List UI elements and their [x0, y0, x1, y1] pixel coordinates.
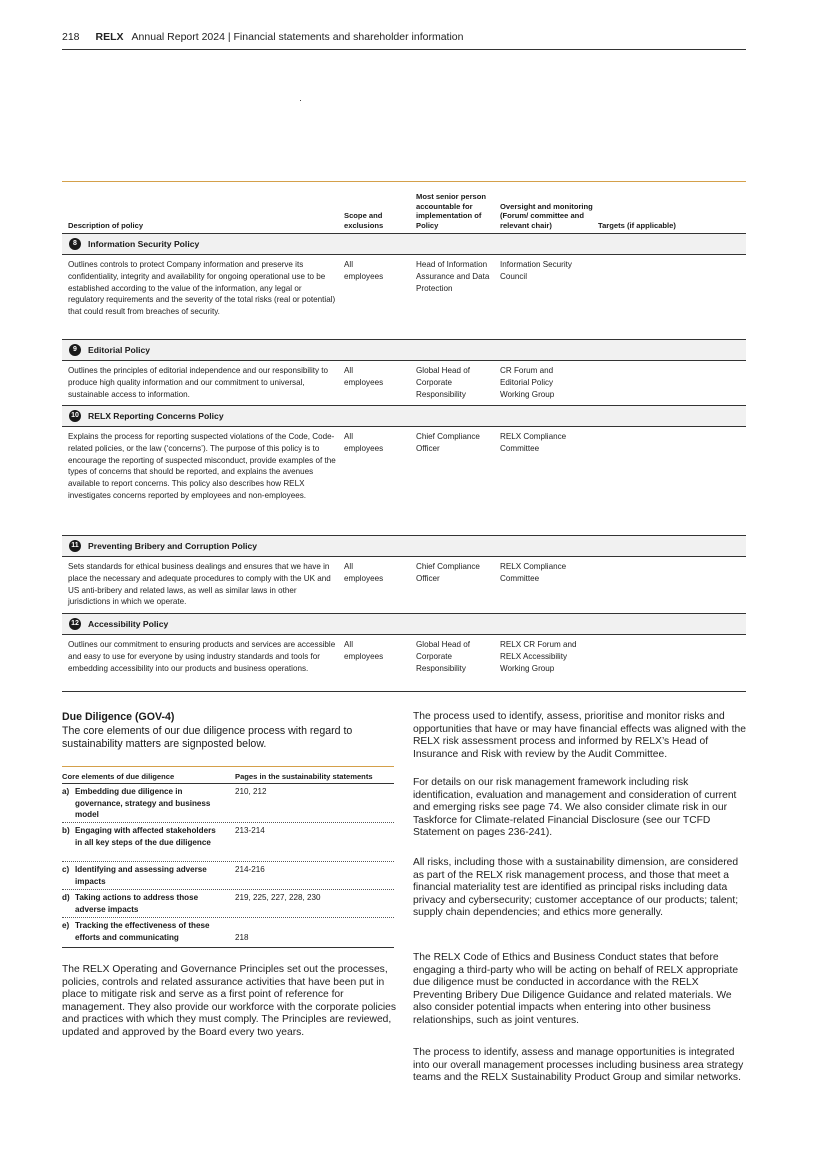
stray-mark [300, 100, 301, 101]
policy-scope: All employees [344, 260, 384, 281]
policy-section-header [62, 406, 746, 427]
policy-oversight: Information Security Council [500, 260, 572, 281]
policy-description: Outlines the principles of editorial independence and our responsibility to produce high quality information and our commitment to universal, sustainable access to information. [68, 366, 329, 399]
policy-accountable: Chief Compliance Officer [416, 432, 480, 453]
policy-description: Outlines controls to protect Company information and preserve its confidentiality, integrity and availability for ongoing operational use to be established according to the value of the information, any legal or regulatory requirements and the severity of the total risks (real or potential) that could result from breaches of security. [68, 260, 336, 317]
policy-row [62, 635, 746, 692]
code-of-ethics-paragraph: The RELX Code of Ethics and Business Conduct states that before engaging a third-party who will be acting on behalf of RELX appropriate due diligence must be conducted in accordance with the RELX Preventing Bribery Due Diligence Guidance and related materials. We also consider potential impacts when entering into other business relationships, such as joint ventures. [413, 952, 739, 1026]
section-number-badge: 11 [69, 540, 81, 552]
policy-accountable: Global Head of Corporate Responsibility [416, 366, 470, 399]
section-intro: The core elements of our due diligence process with regard to sustainability matters are signposted below. [62, 725, 353, 750]
policy-table-header [62, 182, 746, 234]
policy-accountable: Chief Compliance Officer [416, 562, 480, 583]
table-row [62, 890, 394, 918]
section-heading: Due Diligence (GOV-4) [62, 711, 175, 723]
policy-row [62, 361, 746, 406]
table-row [62, 823, 394, 862]
section-number-badge: 8 [69, 238, 81, 250]
section-number-badge: 10 [69, 410, 81, 422]
policy-scope: All employees [344, 366, 384, 387]
row-element: Embedding due diligence in governance, strategy and business model [75, 787, 211, 819]
row-element: Taking actions to address those adverse impacts [75, 893, 199, 914]
policy-title: Preventing Bribery and Corruption Policy [88, 541, 258, 551]
row-element: Identifying and assessing adverse impacts [75, 865, 207, 886]
col-accountable: Most senior person accountable for implementation of Policy [416, 192, 487, 230]
policy-scope: All employees [344, 562, 384, 583]
row-element: Tracking the effectiveness of these efforts and communicating [75, 921, 210, 942]
row-letter: d) [62, 893, 70, 902]
table-row [62, 862, 394, 890]
policy-section-header [62, 536, 746, 557]
row-letter: c) [62, 865, 70, 874]
policy-scope: All employees [344, 640, 384, 661]
policy-title: Accessibility Policy [88, 619, 169, 629]
policy-row [62, 427, 746, 536]
col-scope: Scope and exclusions [344, 211, 384, 230]
principles-paragraph: The RELX Operating and Governance Principles set out the processes, policies, controls and related assurance activities that have been put in place to mitigate risk and serve as a first point of reference for management. They also provide our workforce with the corporate policies and practices with which they must comply. The Principles are reviewed, updated and approved by the Board every two years. [62, 964, 397, 1038]
section-number-badge: 9 [69, 344, 81, 356]
col-core-elements: Core elements of due diligence [62, 772, 175, 781]
col-description: Description of policy [68, 220, 144, 230]
policy-accountable: Head of Information Assurance and Data Protection [416, 260, 490, 293]
policy-oversight: CR Forum and Editorial Policy Working Group [500, 366, 555, 399]
policy-scope: All employees [344, 432, 384, 453]
policy-oversight: RELX Compliance Committee [500, 562, 567, 583]
policy-accountable: Global Head of Corporate Responsibility [416, 640, 470, 673]
row-pages: 210, 212 [235, 787, 267, 796]
report-title: Annual Report 2024 | Financial statements and shareholder information [131, 31, 464, 43]
due-diligence-table-header [62, 767, 394, 784]
brand-name: RELX [95, 31, 124, 43]
policy-section-header [62, 340, 746, 361]
row-element: Engaging with affected stakeholders in all key steps of the due diligence [75, 826, 216, 847]
policy-description: Explains the process for reporting suspected violations of the Code, Code-related policies, or the law (‘concerns’). The purpose of this policy is to encourage the reporting of suspected misconduct, provide examples of the types of concerns that should be reported, and explains the avenues available to report concerns. This policy also describes how RELX investigates concerns reported by employees and non-employees. [68, 432, 336, 500]
policy-row [62, 255, 746, 340]
row-letter: a) [62, 787, 70, 796]
policy-description: Outlines our commitment to ensuring products and services are accessible and easy to use for everyone by using industry standards and tools for embedding accessibility into our products and business operations. [68, 640, 336, 673]
row-letter: b) [62, 826, 70, 835]
row-pages: 213-214 [235, 826, 265, 835]
col-oversight: Oversight and monitoring (Forum/ committee and relevant chair) [500, 201, 593, 230]
policy-section-header [62, 614, 746, 635]
policy-oversight: RELX CR Forum and RELX Accessibility Working Group [500, 640, 577, 673]
page-number: 218 [62, 31, 80, 43]
policy-row [62, 557, 746, 614]
risk-framework-paragraph: For details on our risk management framework including risk identification, evaluation and management and consideration of current and emerging risks see page 74. We also consider climate risk in our Taskforce for Climate-related Financial Disclosure (see our TCFD Statement on pages 236-241). [413, 777, 737, 839]
policy-description: Sets standards for ethical business dealings and ensures that we have in place the necessary and adequate procedures to comply with the UK and US anti-bribery and related laws, as well as similar laws in other jurisdictions in which we operate. [68, 562, 331, 607]
policy-table [62, 181, 746, 692]
policy-title: Editorial Policy [88, 345, 151, 355]
row-letter: e) [62, 921, 70, 930]
policy-title: RELX Reporting Concerns Policy [88, 411, 224, 421]
principal-risks-paragraph: All risks, including those with a sustainability dimension, are considered as part of the RELX risk management process, and those that meet a financial materiality test are identified as principal risks including data privacy and cybersecurity; customer acceptance of our products; talent; supply chain dependencies; and ethics more generally. [413, 857, 739, 919]
col-pages: Pages in the sustainability statements [235, 772, 373, 781]
policy-title: Information Security Policy [88, 239, 200, 249]
due-diligence-table [62, 766, 394, 948]
row-pages: 219, 225, 227, 228, 230 [235, 893, 321, 902]
risk-process-paragraph: The process used to identify, assess, prioritise and monitor risks and opportunities that have or may have financial effects was aligned with the RELX risk assessment process and informed by RELX’s Head of Insurance and Risk with review by the Audit Committee. [413, 711, 746, 760]
col-targets: Targets (if applicable) [598, 220, 676, 230]
page-header [62, 31, 746, 50]
row-pages: 218 [235, 933, 249, 942]
row-pages: 214-216 [235, 865, 265, 874]
opportunities-paragraph: The process to identify, assess and manage opportunities is integrated into our overall management processes including business area strategy teams and the RELX Sustainability Product Group and similar networks. [413, 1047, 744, 1084]
policy-section-header [62, 234, 746, 255]
table-row [62, 918, 394, 948]
policy-oversight: RELX Compliance Committee [500, 432, 567, 453]
table-row [62, 784, 394, 823]
section-number-badge: 12 [69, 618, 81, 630]
